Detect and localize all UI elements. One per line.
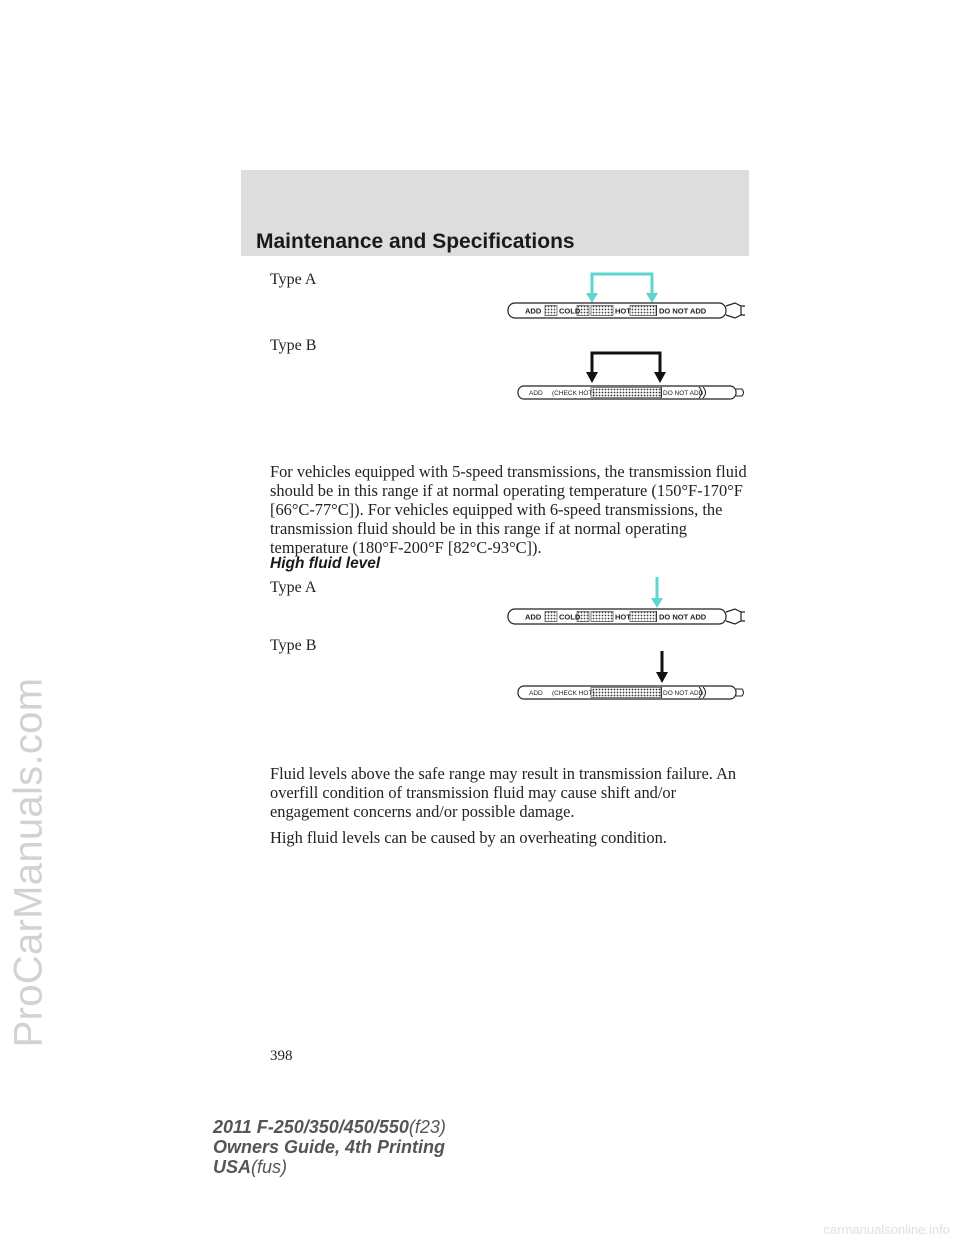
label-hot: HOT [615, 306, 631, 316]
label-cold: COLD [559, 612, 581, 622]
label-do-not-add: DO NOT ADD [659, 306, 707, 316]
hatch-add-cold [545, 306, 557, 316]
footer-model: 2011 F-250/350/450/550 [213, 1117, 409, 1137]
label-do-not-add: DO NOT ADD [663, 690, 704, 697]
range-bracket-cyan [592, 274, 652, 298]
footer-region: USA [213, 1157, 252, 1177]
arrow-head-right [646, 293, 658, 303]
section-title: Maintenance and Specifications [256, 230, 575, 253]
type-b-label: Type B [270, 337, 317, 354]
dipstick-type-b-normal-diagram [505, 346, 750, 406]
label-add: ADD [529, 390, 543, 397]
bottom-watermark: carmanualsonline.info [823, 1222, 950, 1237]
side-watermark [3, 495, 55, 1230]
watermark-text: ProCarManuals.com [6, 677, 51, 1048]
dipstick-type-a-high-diagram [505, 572, 750, 632]
temperature-paragraph: For vehicles equipped with 5-speed transmissions, the transmission fluid should be in this range if at normal operating temperature (150°F-170°F [66°C-77°C]). For vehicles equipped with 6-speed transmissions, the transmission fluid should be in this range if at normal operating temperature (180°F-200°F [82°C-93°C]). [270, 462, 747, 557]
arrow-head-left [586, 372, 598, 383]
failure-paragraph: Fluid levels above the safe range may result in transmission failure. An overfill condition of transmission fluid may cause shift and/or engagement concerns and/or possible damage. [270, 764, 737, 821]
hatch-mid [591, 306, 613, 316]
dipstick-handle [726, 303, 745, 318]
range-bracket-black [592, 353, 660, 377]
overheat-paragraph: High fluid levels can be caused by an overheating condition. [270, 828, 667, 847]
footer-line-3 [213, 1157, 446, 1177]
label-check-hot: (CHECK HOT) [552, 690, 595, 697]
dipstick-handle [726, 609, 745, 624]
label-do-not-add: DO NOT ADD [663, 390, 704, 397]
label-hot: HOT [615, 612, 631, 622]
dipstick-type-b-high-diagram [505, 646, 750, 706]
high-arrow-head [656, 672, 668, 683]
type-b-label-high: Type B [270, 637, 317, 654]
high-arrow-head [651, 598, 663, 608]
label-add: ADD [525, 612, 542, 622]
label-check-hot: (CHECK HOT) [552, 390, 595, 397]
hatch-check-hot [591, 388, 661, 398]
label-do-not-add: DO NOT ADD [659, 612, 707, 622]
footer-code: (f23) [408, 1117, 446, 1137]
label-add: ADD [525, 306, 542, 316]
hatch-hot [630, 306, 656, 316]
type-a-label-high: Type A [270, 579, 317, 596]
arrow-head-right [654, 372, 666, 383]
footer-imprint [213, 1117, 446, 1177]
footer-region-code: (fus) [251, 1157, 288, 1177]
arrow-head-left [586, 293, 598, 303]
footer-line-2: Owners Guide, 4th Printing [213, 1137, 446, 1157]
high-fluid-level-heading: High fluid level [270, 555, 381, 572]
dipstick-type-a-normal-diagram [505, 266, 750, 326]
label-add: ADD [529, 690, 543, 697]
label-cold: COLD [559, 306, 581, 316]
type-a-label: Type A [270, 271, 317, 288]
footer-line-1 [213, 1117, 446, 1137]
page-number: 398 [270, 1048, 293, 1064]
